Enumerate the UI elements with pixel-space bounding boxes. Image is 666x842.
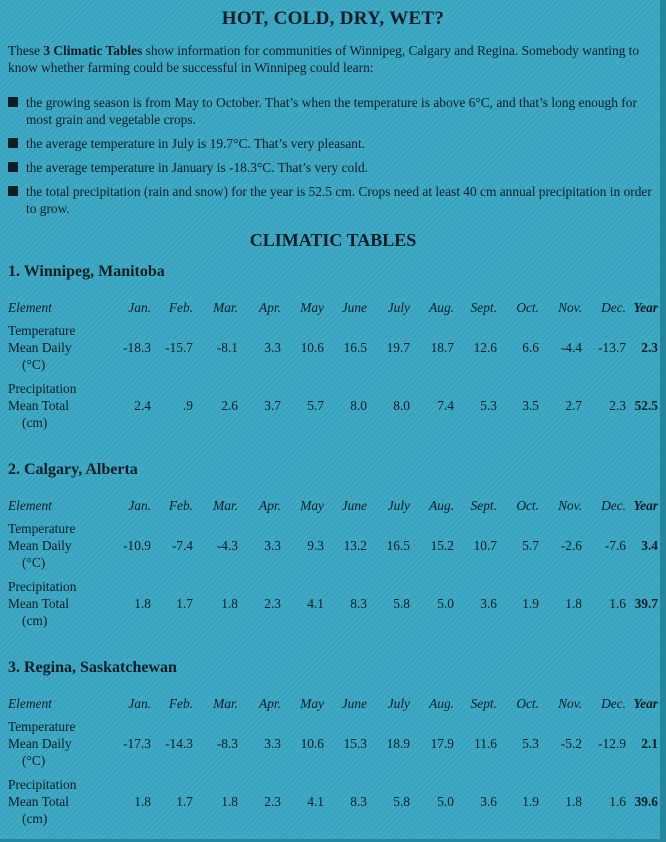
row-label: Mean Daily bbox=[8, 340, 72, 355]
row-label-unit: (cm) bbox=[22, 811, 48, 826]
row-label: Precipitation bbox=[8, 777, 77, 792]
precipitation-value: 8.0 bbox=[350, 398, 367, 413]
precipitation-year-value: 39.7 bbox=[634, 596, 658, 611]
precipitation-value: 5.8 bbox=[393, 596, 410, 611]
precipitation-value: 5.3 bbox=[480, 398, 497, 413]
bullet-item bbox=[8, 159, 658, 176]
bullet-square-icon bbox=[8, 162, 18, 172]
row-label-unit: (cm) bbox=[22, 613, 48, 628]
header-month: Jan. bbox=[128, 696, 151, 711]
header-month: Feb. bbox=[168, 498, 193, 513]
header-month: Oct. bbox=[516, 498, 539, 513]
header-month: Dec. bbox=[601, 498, 626, 513]
temperature-value: -2.6 bbox=[560, 538, 582, 553]
precipitation-value: 1.7 bbox=[176, 794, 193, 809]
precipitation-value: 2.3 bbox=[264, 596, 281, 611]
header-month: June bbox=[341, 696, 367, 711]
header-month: Aug. bbox=[429, 696, 454, 711]
precipitation-value: 1.8 bbox=[221, 596, 238, 611]
header-month: Aug. bbox=[429, 498, 454, 513]
header-element: Element bbox=[8, 696, 52, 711]
precipitation-value: 5.8 bbox=[393, 794, 410, 809]
temperature-year-value: 3.4 bbox=[641, 538, 658, 553]
temperature-value: -4.4 bbox=[560, 340, 582, 355]
precipitation-value: 3.7 bbox=[264, 398, 281, 413]
header-month: July bbox=[387, 498, 410, 513]
row-label: Mean Daily bbox=[8, 736, 72, 751]
bullet-text: the average temperature in July is 19.7°C. That’s very pleasant. bbox=[26, 136, 366, 151]
temperature-value: -14.3 bbox=[165, 736, 193, 751]
city-title: 3. Regina, Saskatchewan bbox=[8, 659, 177, 676]
temperature-value: 12.6 bbox=[473, 340, 497, 355]
bullet-item bbox=[8, 135, 658, 152]
precipitation-value: 1.8 bbox=[565, 596, 582, 611]
row-label: Mean Daily bbox=[8, 538, 72, 553]
header-month: Nov. bbox=[558, 696, 582, 711]
precipitation-value: .9 bbox=[182, 398, 193, 413]
climatic-table-section bbox=[8, 461, 660, 628]
header-month: June bbox=[341, 300, 367, 315]
header-month: Mar. bbox=[213, 300, 238, 315]
precipitation-value: 3.5 bbox=[522, 398, 539, 413]
row-label: Mean Total bbox=[8, 794, 69, 809]
bullet-item bbox=[8, 183, 658, 217]
temperature-value: -17.3 bbox=[123, 736, 151, 751]
row-label-unit: (°C) bbox=[22, 555, 46, 570]
precipitation-value: 5.0 bbox=[437, 596, 454, 611]
precipitation-value: 4.1 bbox=[307, 596, 324, 611]
header-month: Feb. bbox=[168, 300, 193, 315]
temperature-value: 5.3 bbox=[522, 736, 539, 751]
precipitation-value: 1.6 bbox=[609, 794, 626, 809]
precipitation-value: 4.1 bbox=[307, 794, 324, 809]
row-label-unit: (°C) bbox=[22, 357, 46, 372]
temperature-value: 15.2 bbox=[430, 538, 454, 553]
precipitation-value: 2.7 bbox=[565, 398, 582, 413]
header-year: Year bbox=[633, 498, 658, 513]
precipitation-value: 2.3 bbox=[609, 398, 626, 413]
intro-text-after: show information for communities of Winnipeg, Calgary and Regina. Somebody wanting to know whether farming could be successful in Winnipeg could learn: bbox=[8, 43, 640, 75]
header-month: May bbox=[300, 300, 324, 315]
header-month: Jan. bbox=[128, 300, 151, 315]
temperature-value: -13.7 bbox=[598, 340, 626, 355]
bullet-text: the total precipitation (rain and snow) for the year is 52.5 cm. Crops need at least 40 cm annual precipitation in order to grow. bbox=[26, 184, 652, 216]
bullet-square-icon bbox=[8, 97, 18, 107]
temperature-value: 6.6 bbox=[522, 340, 539, 355]
header-year: Year bbox=[633, 300, 658, 315]
header-month: Sept. bbox=[470, 498, 497, 513]
bullet-item bbox=[8, 94, 658, 128]
precipitation-value: 1.9 bbox=[522, 794, 539, 809]
header-month: Nov. bbox=[558, 300, 582, 315]
precipitation-year-value: 39.6 bbox=[634, 794, 658, 809]
row-label: Mean Total bbox=[8, 596, 69, 611]
header-month: Apr. bbox=[259, 498, 281, 513]
temperature-value: -12.9 bbox=[598, 736, 626, 751]
temperature-year-value: 2.3 bbox=[641, 340, 658, 355]
temperature-value: -7.4 bbox=[171, 538, 193, 553]
temperature-value: 5.7 bbox=[522, 538, 539, 553]
row-label: Temperature bbox=[8, 719, 76, 734]
intro-text-bold: 3 Climatic Tables bbox=[43, 43, 143, 58]
precipitation-value: 2.6 bbox=[221, 398, 238, 413]
header-month: Sept. bbox=[470, 300, 497, 315]
temperature-value: -5.2 bbox=[560, 736, 582, 751]
precipitation-value: 1.7 bbox=[176, 596, 193, 611]
precipitation-value: 8.3 bbox=[350, 794, 367, 809]
precipitation-value: 1.8 bbox=[565, 794, 582, 809]
temperature-value: -10.9 bbox=[123, 538, 151, 553]
header-month: May bbox=[300, 696, 324, 711]
header-month: Sept. bbox=[470, 696, 497, 711]
row-label-unit: (cm) bbox=[22, 415, 48, 430]
intro-text-before: These bbox=[8, 43, 44, 58]
header-month: Feb. bbox=[168, 696, 193, 711]
header-month: Dec. bbox=[601, 300, 626, 315]
header-month: Apr. bbox=[259, 300, 281, 315]
temperature-value: -8.1 bbox=[216, 340, 238, 355]
header-month: Aug. bbox=[429, 300, 454, 315]
row-label: Temperature bbox=[8, 521, 76, 536]
bullet-text: the growing season is from May to October. That’s when the temperature is above 6°C, and that’s long enough for most grain and vegetable crops. bbox=[26, 95, 637, 127]
row-label: Precipitation bbox=[8, 381, 77, 396]
temperature-value: 3.3 bbox=[264, 538, 281, 553]
header-month: Jan. bbox=[128, 498, 151, 513]
precipitation-value: 1.8 bbox=[134, 794, 151, 809]
precipitation-value: 1.8 bbox=[134, 596, 151, 611]
bullet-list bbox=[8, 94, 658, 224]
precipitation-year-value: 52.5 bbox=[634, 398, 658, 413]
climatic-table-section bbox=[8, 263, 660, 430]
bullet-square-icon bbox=[8, 186, 18, 196]
bullet-square-icon bbox=[8, 138, 18, 148]
header-month: Nov. bbox=[558, 498, 582, 513]
temperature-value: -15.7 bbox=[165, 340, 193, 355]
temperature-value: 10.7 bbox=[473, 538, 497, 553]
row-label: Mean Total bbox=[8, 398, 69, 413]
precipitation-value: 8.0 bbox=[393, 398, 410, 413]
temperature-value: 3.3 bbox=[264, 340, 281, 355]
row-label: Precipitation bbox=[8, 579, 77, 594]
city-title: 2. Calgary, Alberta bbox=[8, 461, 138, 478]
temperature-value: -8.3 bbox=[216, 736, 238, 751]
header-year: Year bbox=[633, 696, 658, 711]
bullet-text: the average temperature in January is -18.3°C. That’s very cold. bbox=[26, 160, 368, 175]
header-month: Oct. bbox=[516, 696, 539, 711]
page-title: HOT, COLD, DRY, WET? bbox=[221, 8, 445, 29]
temperature-value: 18.7 bbox=[430, 340, 454, 355]
header-month: Oct. bbox=[516, 300, 539, 315]
temperature-value: 9.3 bbox=[307, 538, 324, 553]
temperature-value: 15.3 bbox=[343, 736, 367, 751]
header-month: Apr. bbox=[259, 696, 281, 711]
temperature-value: 13.2 bbox=[343, 538, 367, 553]
temperature-value: 18.9 bbox=[386, 736, 410, 751]
precipitation-value: 8.3 bbox=[350, 596, 367, 611]
precipitation-value: 3.6 bbox=[480, 794, 497, 809]
precipitation-value: 1.6 bbox=[609, 596, 626, 611]
intro-paragraph bbox=[8, 42, 658, 76]
header-month: July bbox=[387, 696, 410, 711]
temperature-value: 16.5 bbox=[386, 538, 410, 553]
temperature-value: -7.6 bbox=[604, 538, 626, 553]
temperature-value: -18.3 bbox=[123, 340, 151, 355]
header-month: July bbox=[387, 300, 410, 315]
temperature-value: 3.3 bbox=[264, 736, 281, 751]
precipitation-value: 3.6 bbox=[480, 596, 497, 611]
header-month: May bbox=[300, 498, 324, 513]
temperature-value: 10.6 bbox=[300, 340, 324, 355]
temperature-value: 17.9 bbox=[430, 736, 454, 751]
temperature-value: 10.6 bbox=[300, 736, 324, 751]
precipitation-value: 5.0 bbox=[437, 794, 454, 809]
precipitation-value: 2.3 bbox=[264, 794, 281, 809]
header-month: Mar. bbox=[213, 498, 238, 513]
city-title: 1. Winnipeg, Manitoba bbox=[8, 263, 165, 280]
header-month: Dec. bbox=[601, 696, 626, 711]
precipitation-value: 5.7 bbox=[307, 398, 324, 413]
tables-heading: CLIMATIC TABLES bbox=[249, 230, 417, 250]
precipitation-value: 1.9 bbox=[522, 596, 539, 611]
temperature-value: 16.5 bbox=[343, 340, 367, 355]
temperature-value: 11.6 bbox=[474, 736, 497, 751]
temperature-year-value: 2.1 bbox=[641, 736, 658, 751]
page-edge-right bbox=[660, 0, 666, 842]
temperature-value: 19.7 bbox=[386, 340, 410, 355]
row-label-unit: (°C) bbox=[22, 753, 46, 768]
temperature-value: -4.3 bbox=[216, 538, 238, 553]
header-month: June bbox=[341, 498, 367, 513]
precipitation-value: 7.4 bbox=[437, 398, 454, 413]
climatic-table-section bbox=[8, 659, 660, 826]
precipitation-value: 2.4 bbox=[134, 398, 151, 413]
header-month: Mar. bbox=[213, 696, 238, 711]
header-element: Element bbox=[8, 300, 52, 315]
precipitation-value: 1.8 bbox=[221, 794, 238, 809]
row-label: Temperature bbox=[8, 323, 76, 338]
header-element: Element bbox=[8, 498, 52, 513]
